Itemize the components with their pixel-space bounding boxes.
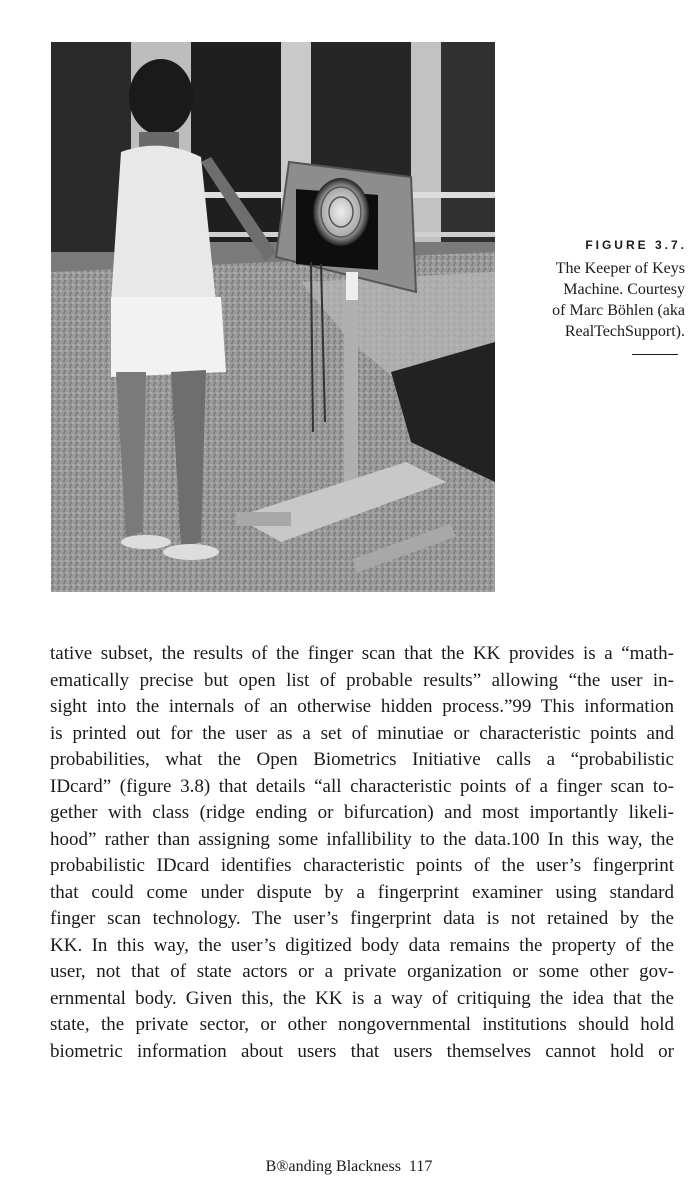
caption-line: of Marc Böhlen (aka xyxy=(552,302,685,319)
body-line: that could come under dispute by a fingerprint examiner using standard xyxy=(50,881,674,903)
body-line: gether with class (ridge ending or bifurcation) and most importantly likeli- xyxy=(50,802,674,823)
body-line: biometric information about users that users themselves cannot hold or xyxy=(50,1040,674,1062)
body-line: probabilities, what the Open Biometrics Initiative calls a “probabilistic xyxy=(50,749,674,770)
caption-line: RealTechSupport). xyxy=(564,323,685,340)
page-number: 117 xyxy=(408,1158,433,1175)
body-line: ematically precise but open list of probable results” allowing “the user in- xyxy=(50,669,674,691)
photo-keeper-of-keys-icon xyxy=(51,42,495,592)
body-line: finger scan technology. The user’s fingerprint data is not retained by the xyxy=(50,908,674,929)
body-line: IDcard” (figure 3.8) that details “all characteristic points of a finger scan to- xyxy=(50,775,674,797)
body-line: ernmental body. Given this, the KK is a way of critiquing the idea that the xyxy=(50,987,674,1009)
running-head: B®anding Blackness xyxy=(265,1158,401,1175)
figure-caption xyxy=(505,238,685,355)
body-line: KK. In this way, the user’s digitized body data remains the property of the xyxy=(50,934,674,956)
caption-line: Machine. Courtesy xyxy=(563,281,685,298)
figure-photo xyxy=(51,42,495,592)
body-line: probabilistic IDcard identifies characteristic points of the user’s fingerprint xyxy=(50,855,674,876)
caption-line: The Keeper of Keys xyxy=(555,260,685,277)
body-line: is printed out for the user as a set of minutiae or characteristic points and xyxy=(50,722,674,744)
caption-divider xyxy=(632,354,678,355)
body-line: user, not that of state actors or a private organization or some other gov- xyxy=(50,961,674,982)
body-line: hood” rather than assigning some infallibility to the data.100 In this way, the xyxy=(50,828,674,850)
figure-label: FIGURE 3.7. xyxy=(585,238,687,252)
body-paragraph xyxy=(50,641,674,1065)
body-line: state, the private sector, or other nongovernmental institutions should hold xyxy=(50,1014,674,1035)
page-footer xyxy=(0,1158,698,1176)
body-line: tative subset, the results of the finger scan that the KK provides is a “math- xyxy=(50,643,674,664)
body-line: sight into the internals of an otherwise hidden process.”99 This information xyxy=(50,696,674,717)
